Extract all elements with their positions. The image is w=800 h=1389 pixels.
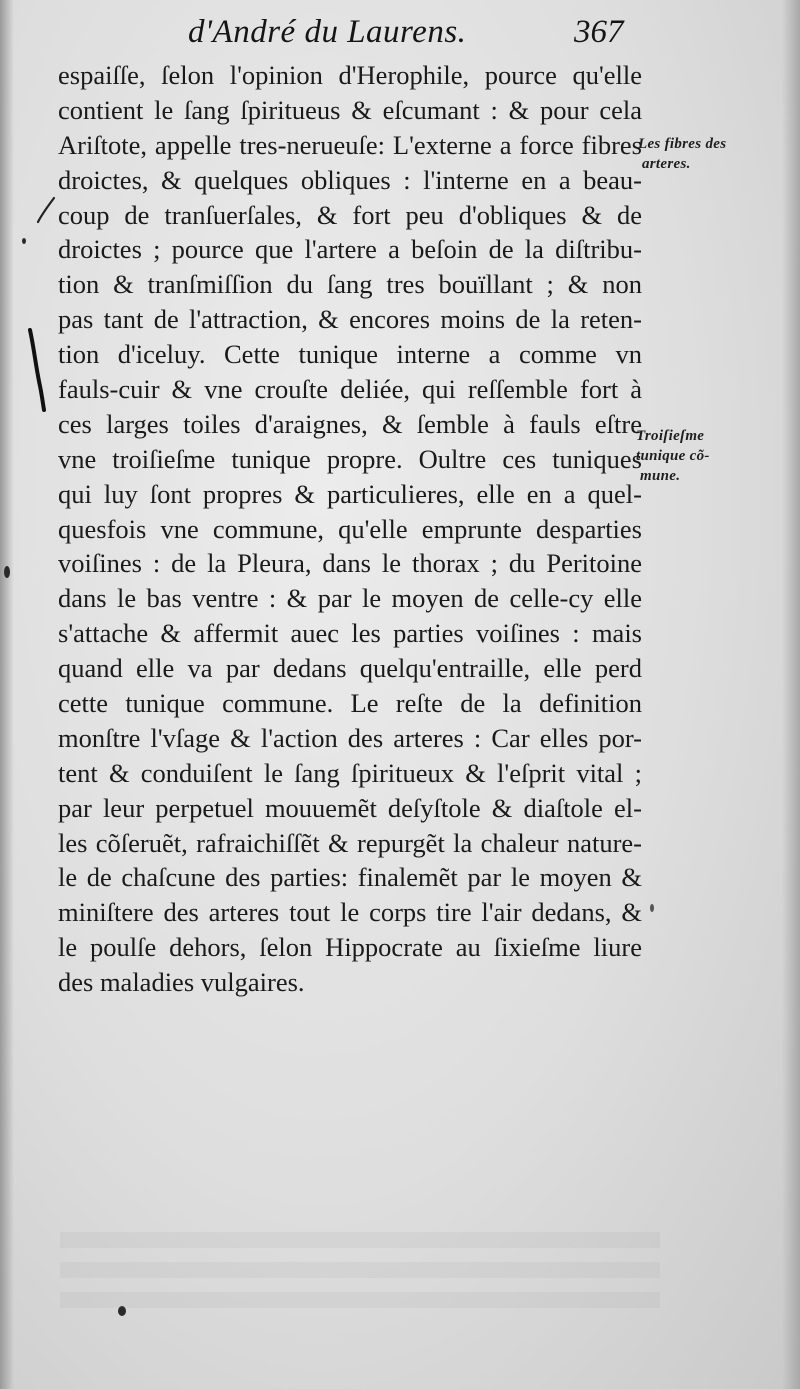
text-line: miniſtere des arteres tout le corps tire l'air dedans, & <box>58 897 642 928</box>
margin-note-line: Les fibres des <box>638 136 727 152</box>
text-line: Ariſtote, appelle tres-nerueuſe: L'externe a force fibres <box>58 129 642 160</box>
text-line: tion & tranſmiſſion du ſang tres bouïllant ; & non <box>58 269 642 300</box>
page-edge-shadow-left <box>0 0 14 1389</box>
show-through-text <box>60 1232 660 1322</box>
text-line: qui luy ſont propres & particulieres, elle en a quel- <box>58 478 642 509</box>
ink-speck <box>4 566 10 578</box>
text-line: tent & conduiſent le ſang ſpiritueux & l'eſprit vital ; <box>58 757 642 788</box>
text-line: les cõſeruẽt, rafraichiſſẽt & repurgẽt la chaleur nature- <box>58 827 642 858</box>
marginal-ink-stroke <box>26 328 48 412</box>
text-line: le de chaſcune des parties: finalemẽt par le moyen & <box>58 862 642 893</box>
margin-note-fibres <box>638 134 726 174</box>
page-edge-shadow-right <box>782 0 800 1389</box>
margin-note-troisiesme-tunique <box>636 426 710 486</box>
page-number: 367 <box>574 14 624 50</box>
text-line: coup de tranſuerſales, & fort peu d'obliques & de <box>58 199 642 230</box>
marginal-tick-mark <box>34 196 58 226</box>
margin-note-line: mune. <box>640 468 681 484</box>
text-line: monſtre l'vſage & l'action des arteres : Car elles por- <box>58 722 642 753</box>
text-line: quand elle va par dedans quelqu'entraille, elle perd <box>58 653 642 684</box>
text-line: espaiſſe, ſelon l'opinion d'Herophile, pource qu'elle <box>58 60 642 90</box>
ink-speck <box>650 904 654 912</box>
text-line: ces larges toiles d'araignes, & ſemble à fauls eſtre <box>58 408 642 439</box>
text-line: contient le ſang ſpiritueus & eſcumant : & pour cela <box>58 94 642 125</box>
text-line: s'attache & affermit auec les parties voiſines : mais <box>58 618 642 649</box>
text-line: tion d'iceluy. Cette tunique interne a comme vn <box>58 339 642 370</box>
ink-speck <box>22 238 26 244</box>
text-line: pas tant de l'attraction, & encores moins de la reten- <box>58 304 642 335</box>
text-line: fauls-cuir & vne crouſte deliée, qui reſſemble fort à <box>58 374 642 405</box>
margin-note-line: Troiſieſme <box>636 428 705 444</box>
text-line: droictes ; pource que l'artere a beſoin de la diſtribu- <box>58 234 642 265</box>
margin-note-line: tunique cõ- <box>636 448 710 464</box>
text-line: quesfois vne commune, qu'elle emprunte desparties <box>58 513 642 544</box>
body-text-block <box>58 58 642 1000</box>
text-line: cette tunique commune. Le reſte de la definition <box>58 688 642 719</box>
text-line-final: des maladies vulgaires. <box>58 967 305 998</box>
text-line: voiſines : de la Pleura, dans le thorax ; du Peritoine <box>58 548 642 579</box>
margin-note-line: arteres. <box>642 156 691 172</box>
running-head-title: d'André du Laurens. <box>188 14 467 50</box>
text-line: par leur perpetuel mouuemẽt deſyſtole & diaſtole el- <box>58 792 642 823</box>
text-line: droictes, & quelques obliques : l'interne en a beau- <box>58 164 642 195</box>
text-line: le poulſe dehors, ſelon Hippocrate au ſixieſme liure <box>58 932 642 963</box>
text-line: dans le bas ventre : & par le moyen de celle-cy elle <box>58 583 642 614</box>
text-line: vne troiſieſme tunique propre. Oultre ces tuniques <box>58 443 642 474</box>
